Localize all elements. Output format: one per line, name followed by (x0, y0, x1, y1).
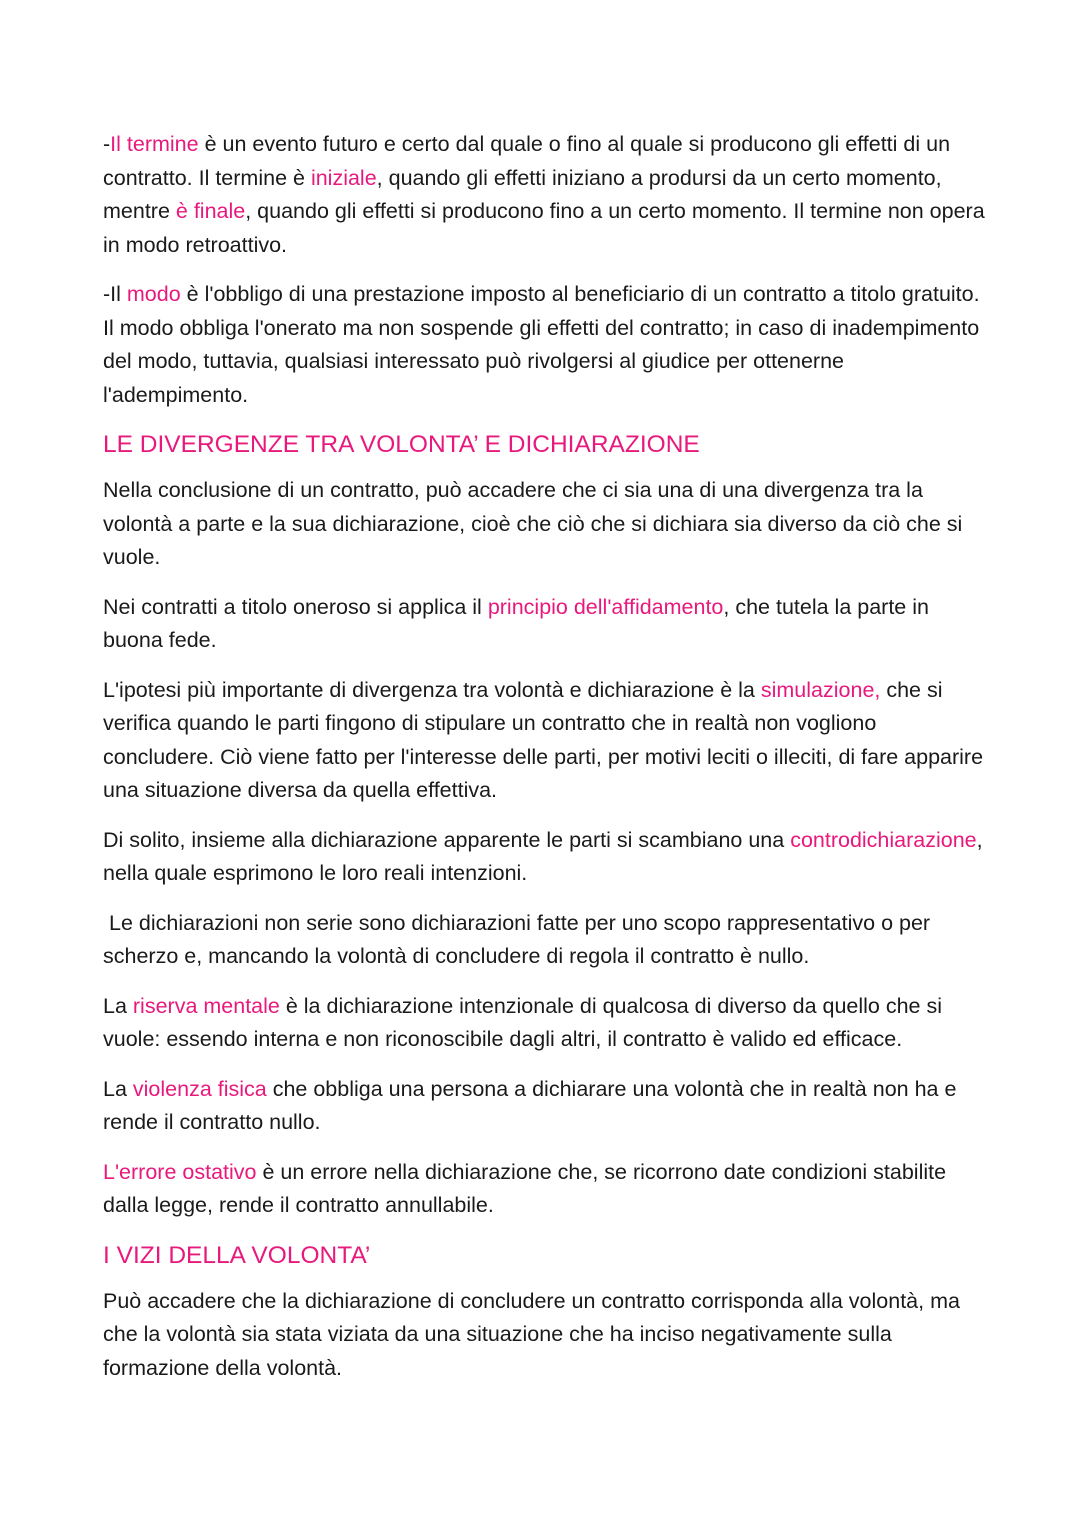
term-errore-ostativo: L'errore ostativo (103, 1159, 257, 1184)
term-termine: Il termine (110, 132, 199, 156)
section-heading-divergenze: LE DIVERGENZE TRA VOLONTA’ E DICHIARAZIONE (103, 431, 700, 458)
term-finale: è finale (175, 199, 246, 223)
paragraph-divergenza: Nella conclusione di un contratto, può accadere che ci sia una di una divergenza tra la volontà a parte e la sua dichiarazione, cioè che ciò che si dichiara sia diverso da ciò che si vuole. (103, 478, 963, 569)
term-controdichiarazione: controdichiarazione (790, 827, 977, 852)
term-modo: modo (126, 282, 181, 306)
paragraph-modo: -Il modo è l'obbligo di una prestazione imposto al beneficiario di un contratto a titolo gratuito. Il modo obbliga l'onerato ma non sospende gli effetti del contratto; in caso di inadempimento del modo, tuttavia, qualsiasi interessato può rivolgersi al giudice per ottenerne l'adempimento. (103, 282, 980, 407)
paragraph-termine: -Il termine è un evento futuro e certo dal quale o fino al quale si producono gli effetti di un contratto. Il termine è iniziale, quando gli effetti iniziano a prodursi da un certo momento, mentre è finale, quando gli effetti si producono fino a un certo momento. Il termine non opera in modo retroattivo. (103, 132, 985, 257)
term-riserva-mentale: riserva mentale (132, 993, 280, 1018)
term-affidamento: principio dell'affidamento (487, 594, 724, 619)
paragraph-vizi: Può accadere che la dichiarazione di concludere un contratto corrisponda alla volontà, ma che la volontà sia stata viziata da una situazione che ha inciso negativamente sulla formazione della volontà. (103, 1288, 960, 1380)
paragraph-controdichiarazione: Di solito, insieme alla dichiarazione apparente le parti si scambiano una controdichiarazione, nella quale esprimono le loro reali intenzioni. (103, 827, 983, 885)
document-page (103, 128, 988, 1401)
paragraph-affidamento: Nei contratti a titolo oneroso si applica il principio dell'affidamento, che tutela la parte in buona fede. (103, 594, 929, 652)
term-violenza-fisica: violenza fisica (132, 1076, 267, 1101)
term-simulazione: simulazione, (760, 677, 881, 702)
paragraph-violenza-fisica: La violenza fisica che obbliga una persona a dichiarare una volontà che in realtà non ha e rende il contratto nullo. (103, 1076, 957, 1134)
paragraph-errore-ostativo: L'errore ostativo è un errore nella dichiarazione che, se ricorrono date condizioni stabilite dalla legge, rende il contratto annullabile. (103, 1159, 947, 1217)
term-iniziale: iniziale (310, 165, 377, 190)
paragraph-non-serie: Le dichiarazioni non serie sono dichiarazioni fatte per uno scopo rappresentativo o per scherzo e, mancando la volontà di concludere di regola il contratto è nullo. (103, 910, 937, 968)
paragraph-simulazione: L'ipotesi più importante di divergenza tra volontà e dichiarazione è la simulazione, che si verifica quando le parti fingono di stipulare un contratto che in realtà non vogliono concludere. Ciò viene fatto per l'interesse delle parti, per motivi leciti o illeciti, di fare apparire una situazione diversa da quella effettiva. (103, 677, 984, 802)
paragraph-riserva-mentale: La riserva mentale è la dichiarazione intenzionale di qualcosa di diverso da quello che si vuole: essendo interna e non riconoscibile dagli altri, il contratto è valido ed efficace. (103, 993, 943, 1051)
section-heading-vizi: I VIZI DELLA VOLONTA’ (103, 1241, 371, 1269)
